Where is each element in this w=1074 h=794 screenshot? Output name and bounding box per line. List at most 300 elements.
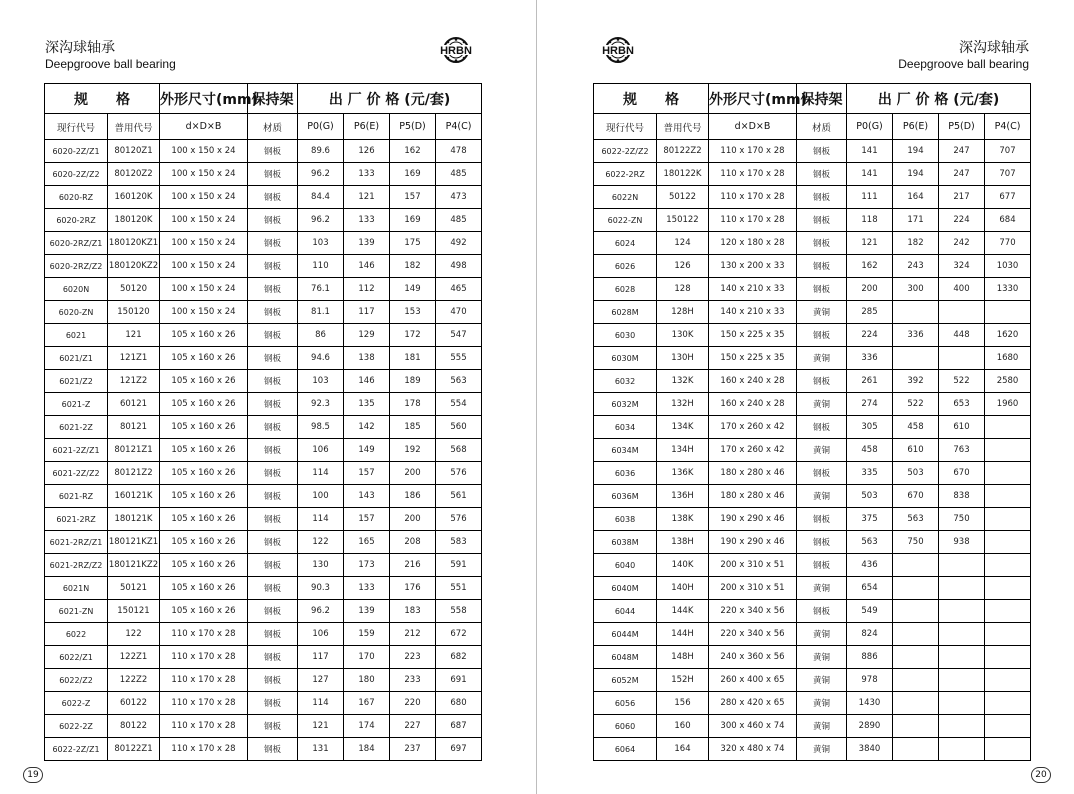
cell-common-code: 60122 bbox=[108, 692, 160, 715]
cell-price-p4: 473 bbox=[436, 186, 482, 209]
cell-material: 黄铜 bbox=[797, 393, 847, 416]
cell-price-p4: 2580 bbox=[985, 370, 1031, 393]
cell-price-p5: 247 bbox=[939, 163, 985, 186]
cell-dimensions: 100 x 150 x 24 bbox=[160, 163, 248, 186]
cell-price-p4: 672 bbox=[436, 623, 482, 646]
hrbn-logo-icon bbox=[432, 37, 480, 63]
cell-current-code: 6044M bbox=[594, 623, 657, 646]
table-row bbox=[594, 646, 1031, 669]
table-row bbox=[594, 554, 1031, 577]
cell-dimensions: 260 x 400 x 65 bbox=[709, 669, 797, 692]
cell-price-p5: 610 bbox=[939, 416, 985, 439]
cell-current-code: 6060 bbox=[594, 715, 657, 738]
cell-price-p6: 138 bbox=[344, 347, 390, 370]
cell-price-p6: 610 bbox=[893, 439, 939, 462]
cell-current-code: 6022-2RZ bbox=[594, 163, 657, 186]
table-row bbox=[594, 370, 1031, 393]
cell-current-code: 6021-2RZ/Z2 bbox=[45, 554, 108, 577]
cell-price-p5: 233 bbox=[390, 669, 436, 692]
cell-price-p5: 162 bbox=[390, 140, 436, 163]
cell-dimensions: 105 x 160 x 26 bbox=[160, 324, 248, 347]
cell-price-p4: 555 bbox=[436, 347, 482, 370]
table-row bbox=[594, 416, 1031, 439]
cell-price-p5: 157 bbox=[390, 186, 436, 209]
table-row bbox=[45, 278, 482, 301]
cell-price-p6: 563 bbox=[893, 508, 939, 531]
cell-price-p6 bbox=[893, 623, 939, 646]
cell-price-p4: 691 bbox=[436, 669, 482, 692]
cell-dimensions: 280 x 420 x 65 bbox=[709, 692, 797, 715]
cell-material: 黄铜 bbox=[797, 301, 847, 324]
cell-material: 钢板 bbox=[797, 462, 847, 485]
cell-price-p0: 90.3 bbox=[298, 577, 344, 600]
cell-common-code: 128 bbox=[657, 278, 709, 301]
cell-price-p5: 185 bbox=[390, 416, 436, 439]
cell-price-p5: 237 bbox=[390, 738, 436, 761]
cell-material: 钢板 bbox=[797, 163, 847, 186]
cell-price-p0: 285 bbox=[847, 301, 893, 324]
cell-price-p4: 697 bbox=[436, 738, 482, 761]
cell-common-code: 121Z2 bbox=[108, 370, 160, 393]
cell-dimensions: 105 x 160 x 26 bbox=[160, 416, 248, 439]
cell-price-p4: 680 bbox=[436, 692, 482, 715]
price-table-left bbox=[44, 83, 482, 761]
cell-dimensions: 110 x 170 x 28 bbox=[160, 738, 248, 761]
cell-current-code: 6022 bbox=[45, 623, 108, 646]
cell-price-p0: 224 bbox=[847, 324, 893, 347]
cell-price-p6: 146 bbox=[344, 370, 390, 393]
cell-price-p0: 96.2 bbox=[298, 600, 344, 623]
cell-material: 钢板 bbox=[248, 715, 298, 738]
cell-price-p4 bbox=[985, 623, 1031, 646]
cell-price-p4: 591 bbox=[436, 554, 482, 577]
cell-common-code: 122Z2 bbox=[108, 669, 160, 692]
page-title-zh: 深沟球轴承 bbox=[45, 40, 115, 56]
cell-price-p0: 886 bbox=[847, 646, 893, 669]
cell-price-p0: 94.6 bbox=[298, 347, 344, 370]
cell-common-code: 80120Z1 bbox=[108, 140, 160, 163]
cell-current-code: 6030 bbox=[594, 324, 657, 347]
cell-price-p6: 117 bbox=[344, 301, 390, 324]
cell-dimensions: 105 x 160 x 26 bbox=[160, 485, 248, 508]
cell-price-p5 bbox=[939, 600, 985, 623]
cell-price-p4: 558 bbox=[436, 600, 482, 623]
table-row bbox=[594, 692, 1031, 715]
cell-dimensions: 100 x 150 x 24 bbox=[160, 232, 248, 255]
cell-price-p4: 563 bbox=[436, 370, 482, 393]
cell-material: 钢板 bbox=[248, 738, 298, 761]
cell-material: 黄铜 bbox=[797, 439, 847, 462]
cell-dimensions: 105 x 160 x 26 bbox=[160, 439, 248, 462]
cell-material: 钢板 bbox=[797, 416, 847, 439]
cell-dimensions: 110 x 170 x 28 bbox=[160, 623, 248, 646]
cell-price-p4: 1030 bbox=[985, 255, 1031, 278]
cell-price-p6: 139 bbox=[344, 232, 390, 255]
cell-current-code: 6021-2RZ/Z1 bbox=[45, 531, 108, 554]
cell-dimensions: 150 x 225 x 35 bbox=[709, 324, 797, 347]
cell-current-code: 6021/Z2 bbox=[45, 370, 108, 393]
cell-dimensions: 190 x 290 x 46 bbox=[709, 531, 797, 554]
cell-common-code: 140K bbox=[657, 554, 709, 577]
cell-price-p5 bbox=[939, 669, 985, 692]
table-row bbox=[45, 577, 482, 600]
cell-current-code: 6028M bbox=[594, 301, 657, 324]
col-p4: P4(C) bbox=[436, 114, 482, 140]
cell-current-code: 6021-2Z/Z2 bbox=[45, 462, 108, 485]
cell-common-code: 122Z1 bbox=[108, 646, 160, 669]
cell-price-p6: 129 bbox=[344, 324, 390, 347]
cell-common-code: 138H bbox=[657, 531, 709, 554]
cell-price-p5: 200 bbox=[390, 508, 436, 531]
header-spec: 规 格 bbox=[45, 84, 160, 114]
cell-common-code: 50120 bbox=[108, 278, 160, 301]
cell-price-p0: 141 bbox=[847, 163, 893, 186]
cell-price-p6: 146 bbox=[344, 255, 390, 278]
cell-current-code: 6038M bbox=[594, 531, 657, 554]
cell-price-p6: 670 bbox=[893, 485, 939, 508]
cell-current-code: 6032M bbox=[594, 393, 657, 416]
col-common-code: 普用代号 bbox=[108, 114, 160, 140]
cell-common-code: 138K bbox=[657, 508, 709, 531]
cell-price-p5: 212 bbox=[390, 623, 436, 646]
cell-dimensions: 180 x 280 x 46 bbox=[709, 462, 797, 485]
cell-current-code: 6034 bbox=[594, 416, 657, 439]
cell-price-p5: 149 bbox=[390, 278, 436, 301]
cell-material: 钢板 bbox=[248, 393, 298, 416]
cell-price-p5: 763 bbox=[939, 439, 985, 462]
cell-common-code: 80120Z2 bbox=[108, 163, 160, 186]
cell-price-p0: 200 bbox=[847, 278, 893, 301]
cell-price-p5: 175 bbox=[390, 232, 436, 255]
table-row bbox=[594, 232, 1031, 255]
cell-price-p6: 174 bbox=[344, 715, 390, 738]
cell-dimensions: 140 x 210 x 33 bbox=[709, 278, 797, 301]
cell-material: 钢板 bbox=[248, 531, 298, 554]
cell-price-p0: 122 bbox=[298, 531, 344, 554]
cell-price-p5: 178 bbox=[390, 393, 436, 416]
cell-current-code: 6020-2RZ/Z2 bbox=[45, 255, 108, 278]
cell-price-p4: 687 bbox=[436, 715, 482, 738]
cell-current-code: 6021 bbox=[45, 324, 108, 347]
cell-price-p0: 121 bbox=[298, 715, 344, 738]
cell-dimensions: 190 x 290 x 46 bbox=[709, 508, 797, 531]
cell-price-p6: 503 bbox=[893, 462, 939, 485]
cell-current-code: 6020-2Z/Z1 bbox=[45, 140, 108, 163]
table-row bbox=[594, 278, 1031, 301]
cell-common-code: 121Z1 bbox=[108, 347, 160, 370]
cell-price-p4: 485 bbox=[436, 209, 482, 232]
cell-dimensions: 110 x 170 x 28 bbox=[709, 209, 797, 232]
cell-price-p6: 142 bbox=[344, 416, 390, 439]
cell-dimensions: 180 x 280 x 46 bbox=[709, 485, 797, 508]
table-row bbox=[45, 393, 482, 416]
cell-price-p5: 242 bbox=[939, 232, 985, 255]
cell-price-p4: 583 bbox=[436, 531, 482, 554]
cell-common-code: 50121 bbox=[108, 577, 160, 600]
cell-current-code: 6021-2Z bbox=[45, 416, 108, 439]
cell-current-code: 6021-ZN bbox=[45, 600, 108, 623]
cell-dimensions: 170 x 260 x 42 bbox=[709, 416, 797, 439]
cell-current-code: 6022-ZN bbox=[594, 209, 657, 232]
cell-price-p0: 130 bbox=[298, 554, 344, 577]
cell-material: 钢板 bbox=[248, 209, 298, 232]
cell-price-p0: 103 bbox=[298, 370, 344, 393]
cell-dimensions: 105 x 160 x 26 bbox=[160, 508, 248, 531]
cell-current-code: 6040M bbox=[594, 577, 657, 600]
cell-price-p0: 98.5 bbox=[298, 416, 344, 439]
cell-price-p0: 2890 bbox=[847, 715, 893, 738]
cell-material: 黄铜 bbox=[797, 577, 847, 600]
cell-price-p5: 224 bbox=[939, 209, 985, 232]
cell-material: 钢板 bbox=[248, 462, 298, 485]
col-p0: P0(G) bbox=[298, 114, 344, 140]
cell-material: 钢板 bbox=[248, 646, 298, 669]
cell-price-p4 bbox=[985, 301, 1031, 324]
table-row bbox=[45, 738, 482, 761]
cell-dimensions: 110 x 170 x 28 bbox=[709, 163, 797, 186]
cell-price-p4: 707 bbox=[985, 163, 1031, 186]
cell-price-p6: 149 bbox=[344, 439, 390, 462]
cell-price-p5: 247 bbox=[939, 140, 985, 163]
header-spec: 规 格 bbox=[594, 84, 709, 114]
cell-price-p4: 677 bbox=[985, 186, 1031, 209]
cell-current-code: 6044 bbox=[594, 600, 657, 623]
price-table-right bbox=[593, 83, 1031, 761]
cell-price-p5: 176 bbox=[390, 577, 436, 600]
logo-text: HRBN bbox=[602, 45, 634, 57]
cell-common-code: 132H bbox=[657, 393, 709, 416]
cell-common-code: 80122Z2 bbox=[657, 140, 709, 163]
cell-current-code: 6022-Z bbox=[45, 692, 108, 715]
cell-common-code: 134H bbox=[657, 439, 709, 462]
cell-common-code: 124 bbox=[657, 232, 709, 255]
table-row bbox=[45, 416, 482, 439]
cell-dimensions: 320 x 480 x 74 bbox=[709, 738, 797, 761]
cell-common-code: 144K bbox=[657, 600, 709, 623]
cell-dimensions: 200 x 310 x 51 bbox=[709, 577, 797, 600]
cell-price-p6: 121 bbox=[344, 186, 390, 209]
cell-price-p4: 560 bbox=[436, 416, 482, 439]
cell-price-p5 bbox=[939, 347, 985, 370]
cell-price-p5: 400 bbox=[939, 278, 985, 301]
cell-material: 钢板 bbox=[797, 186, 847, 209]
cell-common-code: 150122 bbox=[657, 209, 709, 232]
cell-current-code: 6021-RZ bbox=[45, 485, 108, 508]
cell-price-p0: 96.2 bbox=[298, 209, 344, 232]
cell-dimensions: 140 x 210 x 33 bbox=[709, 301, 797, 324]
cell-price-p0: 436 bbox=[847, 554, 893, 577]
cell-price-p6: 184 bbox=[344, 738, 390, 761]
cell-price-p4: 1620 bbox=[985, 324, 1031, 347]
table-row bbox=[45, 163, 482, 186]
cell-price-p5: 186 bbox=[390, 485, 436, 508]
col-material: 材质 bbox=[797, 114, 847, 140]
cell-current-code: 6028 bbox=[594, 278, 657, 301]
cell-material: 黄铜 bbox=[797, 715, 847, 738]
cell-current-code: 6026 bbox=[594, 255, 657, 278]
cell-current-code: 6032 bbox=[594, 370, 657, 393]
cell-price-p6: 458 bbox=[893, 416, 939, 439]
header-cage: 保持架 bbox=[248, 84, 298, 114]
cell-material: 钢板 bbox=[797, 278, 847, 301]
cell-common-code: 80121Z2 bbox=[108, 462, 160, 485]
header-cage: 保持架 bbox=[797, 84, 847, 114]
table-row bbox=[594, 669, 1031, 692]
cell-price-p0: 127 bbox=[298, 669, 344, 692]
cell-material: 钢板 bbox=[797, 554, 847, 577]
cell-price-p6: 336 bbox=[893, 324, 939, 347]
cell-price-p5: 448 bbox=[939, 324, 985, 347]
cell-current-code: 6021-Z bbox=[45, 393, 108, 416]
cell-material: 黄铜 bbox=[797, 692, 847, 715]
cell-material: 钢板 bbox=[248, 692, 298, 715]
cell-material: 钢板 bbox=[797, 140, 847, 163]
table-row bbox=[594, 738, 1031, 761]
cell-price-p5: 153 bbox=[390, 301, 436, 324]
cell-price-p0: 1430 bbox=[847, 692, 893, 715]
cell-price-p6 bbox=[893, 301, 939, 324]
cell-price-p6: 133 bbox=[344, 577, 390, 600]
cell-material: 黄铜 bbox=[797, 669, 847, 692]
cell-price-p5: 750 bbox=[939, 508, 985, 531]
cell-price-p4 bbox=[985, 600, 1031, 623]
cell-material: 钢板 bbox=[248, 416, 298, 439]
table-row bbox=[594, 347, 1031, 370]
cell-price-p6: 243 bbox=[893, 255, 939, 278]
cell-price-p6: 159 bbox=[344, 623, 390, 646]
cell-material: 钢板 bbox=[797, 531, 847, 554]
cell-material: 钢板 bbox=[248, 600, 298, 623]
cell-price-p5 bbox=[939, 577, 985, 600]
cell-price-p4 bbox=[985, 715, 1031, 738]
cell-dimensions: 110 x 170 x 28 bbox=[160, 692, 248, 715]
page-title-en: Deepgroove ball bearing bbox=[898, 57, 1029, 71]
cell-dimensions: 220 x 340 x 56 bbox=[709, 623, 797, 646]
cell-dimensions: 110 x 170 x 28 bbox=[709, 186, 797, 209]
cell-dimensions: 100 x 150 x 24 bbox=[160, 278, 248, 301]
cell-price-p5: 522 bbox=[939, 370, 985, 393]
header-price: 出 厂 价 格 (元/套) bbox=[847, 84, 1031, 114]
table-row bbox=[594, 600, 1031, 623]
cell-price-p4: 492 bbox=[436, 232, 482, 255]
left-page bbox=[0, 0, 536, 794]
table-row bbox=[45, 232, 482, 255]
cell-price-p6: 194 bbox=[893, 140, 939, 163]
cell-price-p4 bbox=[985, 738, 1031, 761]
cell-price-p0: 274 bbox=[847, 393, 893, 416]
cell-current-code: 6036M bbox=[594, 485, 657, 508]
cell-price-p5: 217 bbox=[939, 186, 985, 209]
col-p0: P0(G) bbox=[847, 114, 893, 140]
cell-dimensions: 105 x 160 x 26 bbox=[160, 370, 248, 393]
cell-price-p0: 110 bbox=[298, 255, 344, 278]
cell-price-p0: 118 bbox=[847, 209, 893, 232]
cell-price-p4: 576 bbox=[436, 508, 482, 531]
cell-current-code: 6030M bbox=[594, 347, 657, 370]
table-row bbox=[594, 623, 1031, 646]
cell-dimensions: 105 x 160 x 26 bbox=[160, 462, 248, 485]
cell-price-p6: 126 bbox=[344, 140, 390, 163]
cell-price-p6: 173 bbox=[344, 554, 390, 577]
cell-current-code: 6021/Z1 bbox=[45, 347, 108, 370]
cell-price-p6: 164 bbox=[893, 186, 939, 209]
cell-current-code: 6022/Z2 bbox=[45, 669, 108, 692]
cell-common-code: 160120K bbox=[108, 186, 160, 209]
cell-price-p6: 182 bbox=[893, 232, 939, 255]
cell-material: 黄铜 bbox=[797, 738, 847, 761]
cell-price-p6 bbox=[893, 669, 939, 692]
table-row bbox=[45, 255, 482, 278]
cell-price-p5: 220 bbox=[390, 692, 436, 715]
cell-current-code: 6022-2Z bbox=[45, 715, 108, 738]
table-row bbox=[594, 255, 1031, 278]
cell-material: 钢板 bbox=[248, 186, 298, 209]
cell-price-p5 bbox=[939, 715, 985, 738]
cell-common-code: 180122K bbox=[657, 163, 709, 186]
cell-price-p6 bbox=[893, 577, 939, 600]
cell-common-code: 134K bbox=[657, 416, 709, 439]
cell-price-p6 bbox=[893, 738, 939, 761]
cell-current-code: 6020-RZ bbox=[45, 186, 108, 209]
cell-current-code: 6022/Z1 bbox=[45, 646, 108, 669]
cell-price-p6 bbox=[893, 554, 939, 577]
cell-price-p0: 96.2 bbox=[298, 163, 344, 186]
cell-common-code: 148H bbox=[657, 646, 709, 669]
col-dxdxb: d×D×B bbox=[709, 114, 797, 140]
cell-material: 钢板 bbox=[248, 577, 298, 600]
table-row bbox=[45, 301, 482, 324]
cell-price-p4: 684 bbox=[985, 209, 1031, 232]
cell-current-code: 6020-2Z/Z2 bbox=[45, 163, 108, 186]
cell-common-code: 130K bbox=[657, 324, 709, 347]
cell-price-p4: 682 bbox=[436, 646, 482, 669]
cell-price-p6: 133 bbox=[344, 209, 390, 232]
cell-current-code: 6048M bbox=[594, 646, 657, 669]
cell-price-p0: 141 bbox=[847, 140, 893, 163]
table-row bbox=[594, 163, 1031, 186]
cell-price-p4: 470 bbox=[436, 301, 482, 324]
cell-price-p0: 89.6 bbox=[298, 140, 344, 163]
cell-current-code: 6021N bbox=[45, 577, 108, 600]
cell-current-code: 6021-2Z/Z1 bbox=[45, 439, 108, 462]
cell-price-p5: 216 bbox=[390, 554, 436, 577]
table-row bbox=[45, 439, 482, 462]
cell-price-p4 bbox=[985, 669, 1031, 692]
table-row bbox=[45, 600, 482, 623]
cell-current-code: 6034M bbox=[594, 439, 657, 462]
table-row bbox=[45, 692, 482, 715]
cell-current-code: 6022N bbox=[594, 186, 657, 209]
cell-material: 黄铜 bbox=[797, 646, 847, 669]
cell-price-p0: 106 bbox=[298, 623, 344, 646]
cell-common-code: 156 bbox=[657, 692, 709, 715]
cell-price-p0: 114 bbox=[298, 462, 344, 485]
cell-price-p0: 86 bbox=[298, 324, 344, 347]
cell-current-code: 6020-2RZ bbox=[45, 209, 108, 232]
table-row bbox=[45, 324, 482, 347]
col-p6: P6(E) bbox=[344, 114, 390, 140]
right-page bbox=[537, 0, 1074, 794]
cell-dimensions: 100 x 150 x 24 bbox=[160, 301, 248, 324]
cell-dimensions: 160 x 240 x 28 bbox=[709, 370, 797, 393]
page-title-zh: 深沟球轴承 bbox=[959, 40, 1029, 56]
page-title-en: Deepgroove ball bearing bbox=[45, 57, 176, 71]
cell-common-code: 180120KZ2 bbox=[108, 255, 160, 278]
cell-price-p4: 770 bbox=[985, 232, 1031, 255]
cell-common-code: 136H bbox=[657, 485, 709, 508]
cell-price-p0: 563 bbox=[847, 531, 893, 554]
cell-common-code: 180121KZ1 bbox=[108, 531, 160, 554]
